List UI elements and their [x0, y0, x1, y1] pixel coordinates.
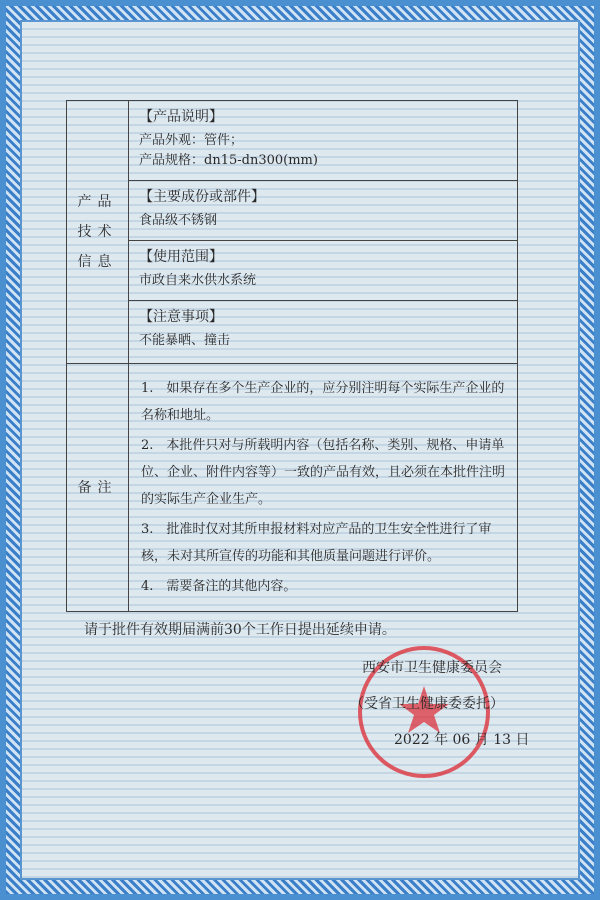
section-components — [129, 181, 518, 241]
section-heading: 【主要成份或部件】 — [139, 189, 265, 205]
section-line: 不能暴晒、撞击 — [139, 333, 231, 348]
table-row — [67, 301, 518, 364]
issue-date: 2022 年 06 月 13 日 — [394, 732, 530, 748]
section-line: 产品外观：管件； — [139, 133, 244, 148]
certificate-body — [20, 20, 580, 880]
remark-item: 1. 如果存在多个生产企业的，应分别注明每个实际生产企业的名称和地址。 — [141, 381, 505, 423]
remarks-content — [129, 364, 518, 612]
renewal-note: 请于批件有效期届满前30个工作日提出延续申请。 — [84, 622, 396, 638]
content-flow — [66, 100, 530, 790]
remarks-label: 备注 — [67, 364, 129, 612]
decorative-border — [6, 6, 594, 894]
section-line: 食品级不锈钢 — [139, 213, 218, 228]
product-info-label: 产品技术信息 — [67, 101, 129, 364]
section-precautions — [129, 301, 518, 364]
section-line: 产品规格：dn15-dn300(mm) — [139, 153, 318, 168]
table-row — [67, 101, 518, 181]
section-heading: 【使用范围】 — [139, 249, 223, 265]
table-row — [67, 241, 518, 301]
table-row — [67, 364, 518, 612]
info-table — [66, 100, 518, 612]
section-usage-scope — [129, 241, 518, 301]
remark-item: 3. 批准时仅对其所申报材料对应产品的卫生安全性进行了审核，未对其所宣传的功能和其他质量问题进行评价。 — [141, 522, 492, 564]
remark-item: 4. 需要备注的其他内容。 — [141, 579, 297, 594]
section-product-description — [129, 101, 518, 181]
issuer-name: 西安市卫生健康委员会 — [362, 660, 502, 676]
section-line: 市政自来水供水系统 — [139, 273, 257, 288]
table-row — [67, 181, 518, 241]
signature-block — [66, 650, 530, 790]
delegation-note: （受省卫生健康委委托） — [350, 696, 504, 712]
section-heading: 【产品说明】 — [139, 109, 223, 125]
section-heading: 【注意事项】 — [139, 309, 223, 325]
remark-item: 2. 本批件只对与所载明内容（包括名称、类别、规格、申请单位、企业、附件内容等）一致的产品有效，且必须在本批件注明的实际生产企业生产。 — [141, 438, 506, 507]
